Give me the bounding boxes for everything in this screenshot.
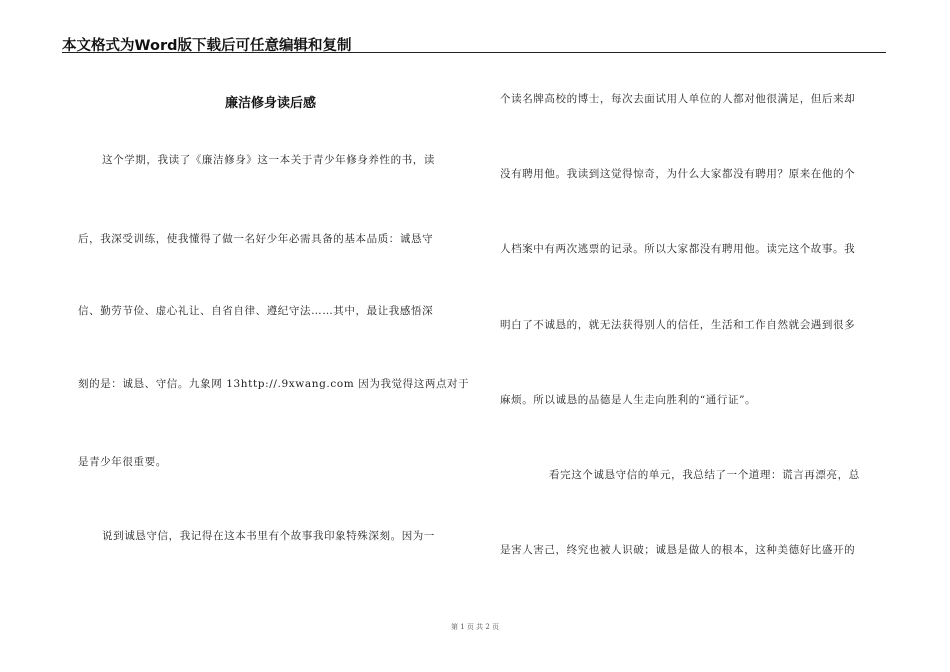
page-footer: 第 1 页 共 2 页: [450, 623, 500, 631]
paragraph-line: 麻烦。所以诚恳的品德是人生走向胜利的“通行证”。: [500, 394, 757, 406]
paragraph-line: 是害人害己，终究也被人识破；诚恳是做人的根本，这种美德好比盛开的: [500, 544, 856, 556]
document-title: 廉洁修身读后感: [224, 96, 316, 111]
paragraph-line: 个读名牌高校的博士，每次去面试用人单位的人都对他很满足，但后来却: [500, 93, 856, 105]
paragraph-line: 说到诚恳守信，我记得在这本书里有个故事我印象特殊深刻。因为一: [102, 530, 435, 542]
document-header-title: 本文格式为Word版下载后可任意编辑和复制: [62, 38, 352, 54]
paragraph-line: 明白了不诚恳的，就无法获得别人的信任，生活和工作自然就会遇到很多: [500, 319, 856, 331]
paragraph-line: 看完这个诚恳守信的单元，我总结了一个道理：谎言再漂亮，总: [549, 469, 860, 481]
paragraph-line: 是青少年很重要。: [78, 456, 167, 468]
paragraph-line: 后，我深受训练，使我懂得了做一名好少年必需具备的基本品质：诚恳守: [78, 233, 434, 245]
paragraph-line: 人档案中有两次逃票的记录。所以大家都没有聘用他。读完这个故事。我: [500, 243, 856, 255]
paragraph-line: 信、勤劳节俭、虚心礼让、自省自律、遵纪守法……其中，最让我感悟深: [78, 305, 434, 317]
paragraph-line: 刻的是：诚恳、守信。九象网 13http://.9xwang.com 因为我觉得这两点对于: [78, 378, 470, 390]
paragraph-line: 这个学期，我读了《廉洁修身》这一本关于青少年修身养性的书，读: [102, 154, 435, 166]
header-divider: [62, 52, 886, 53]
paragraph-line: 没有聘用他。我读到这觉得惊奇，为什么大家都没有聘用？原来在他的个: [500, 168, 856, 180]
